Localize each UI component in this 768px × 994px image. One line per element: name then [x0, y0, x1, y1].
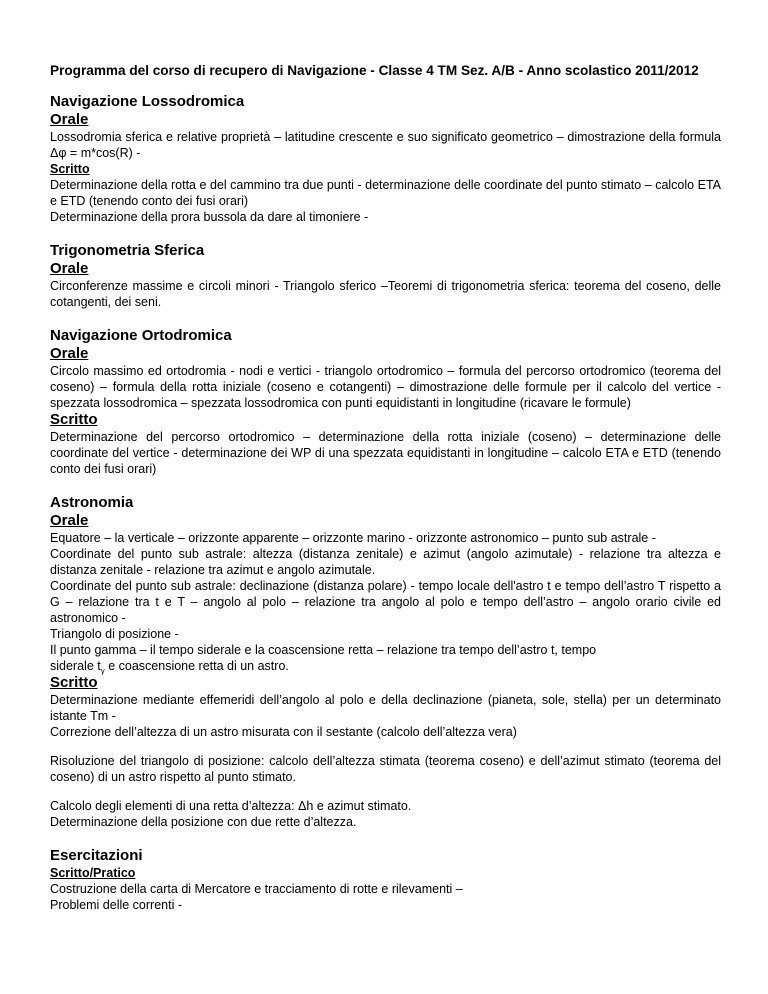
section-heading: Trigonometria Sferica	[50, 242, 205, 259]
orale-text: Triangolo di posizione -	[50, 627, 179, 641]
document-page	[50, 62, 721, 913]
scritto-text: Determinazione della rotta e del cammino tra due punti - determinazione delle coordinate del punto stimato – calcolo ETA e ETD (tenendo conto dei fusi orari)	[50, 178, 721, 208]
scritto-text: Determinazione della prora bussola da dare al timoniere -	[50, 210, 369, 224]
orale-text: Coordinate del punto sub astrale: altezza (distanza zenitale) e azimut (angolo azimutale) - relazione tra altezza e distanza zenitale - relazione tra azimut e angolo azimutale.	[50, 547, 721, 577]
scritto-text: Determinazione del percorso ortodromico – determinazione della rotta iniziale (coseno) – determinazione delle coordinate del vertice - determinazione dei WP di una spezzata equidistanti in longitudine – calcolo ETA e ETD (tenendo conto dei fusi orari)	[50, 430, 721, 476]
scritto-pratico-label: Scritto/Pratico	[50, 866, 136, 880]
sidereal-suffix: e coascensione retta di un astro.	[104, 659, 289, 673]
section-heading: Esercitazioni	[50, 847, 143, 864]
scritto-label: Scritto	[50, 411, 98, 428]
orale-label: Orale	[50, 111, 89, 128]
scritto-label: Scritto	[50, 162, 90, 176]
orale-text: Coordinate del punto sub astrale: declinazione (distanza polare) - tempo locale dell'astro t e tempo dell’astro T rispetto a G – relazione tra t e T – angolo al polo – relazione tra angolo al polo e tempo dell’astro – angolo orario civile ed astronomico -	[50, 579, 721, 625]
exercise-text: Problemi delle correnti -	[50, 898, 182, 912]
section-heading: Navigazione Ortodromica	[50, 327, 232, 344]
section-astronomia	[50, 493, 721, 830]
orale-label: Orale	[50, 512, 89, 529]
section-heading: Navigazione Lossodromica	[50, 93, 245, 110]
document-title: Programma del corso di recupero di Navigazione - Classe 4 TM Sez. A/B - Anno scolastico 2011/2012	[50, 63, 699, 78]
paragraph: Calcolo degli elementi di una retta d’altezza: Δh e azimut stimato.	[50, 799, 412, 813]
section-trigonometria-sferica	[50, 241, 721, 310]
paragraph: Determinazione della posizione con due rette d’altezza.	[50, 815, 357, 829]
orale-text: Lossodromia sferica e relative proprietà – latitudine crescente e suo significato geometrico – dimostrazione della formula Δφ = m*cos(R) -	[50, 130, 721, 160]
orale-label: Orale	[50, 260, 89, 277]
section-navigazione-lossodromica	[50, 92, 721, 225]
orale-text-sidereal	[50, 658, 721, 674]
section-esercitazioni	[50, 846, 721, 913]
sidereal-prefix: siderale t	[50, 659, 101, 673]
section-heading: Astronomia	[50, 494, 134, 511]
scritto-text: Correzione dell’altezza di un astro misurata con il sestante (calcolo dell’altezza vera)	[50, 725, 517, 739]
exercise-text: Costruzione della carta di Mercatore e tracciamento di rotte e rilevamenti –	[50, 882, 463, 896]
scritto-label: Scritto	[50, 674, 98, 691]
section-navigazione-ortodromica	[50, 326, 721, 477]
paragraph: Risoluzione del triangolo di posizione: calcolo dell’altezza stimata (teorema coseno) e dell’azimut stimato (teorema del coseno) di un astro rispetto al punto stimato.	[50, 754, 721, 784]
orale-text: Equatore – la verticale – orizzonte apparente – orizzonte marino - orizzonte astronomico – punto sub astrale -	[50, 531, 656, 545]
scritto-text: Determinazione mediante effemeridi dell’angolo al polo e della declinazione (pianeta, sole, stella) per un determinato istante Tm -	[50, 693, 721, 723]
orale-text: Il punto gamma – il tempo siderale e la coascensione retta – relazione tra tempo dell’astro t, tempo	[50, 643, 597, 657]
orale-text: Circolo massimo ed ortodromia - nodi e vertici - triangolo ortodromico – formula del percorso ortodromico (teorema del coseno) – formula della rotta iniziale (coseno e cotangenti) – dimostrazione delle formule per il calcolo del vertice - spezzata lossodromica – spezzata lossodromica con punti equidistanti in longitudine (ricavare le formule)	[50, 364, 721, 410]
orale-label: Orale	[50, 345, 89, 362]
orale-text: Circonferenze massime e circoli minori - Triangolo sferico –Teoremi di trigonometria sferica: teorema del coseno, delle cotangenti, dei seni.	[50, 279, 721, 309]
gamma-subscript: γ	[100, 666, 105, 676]
